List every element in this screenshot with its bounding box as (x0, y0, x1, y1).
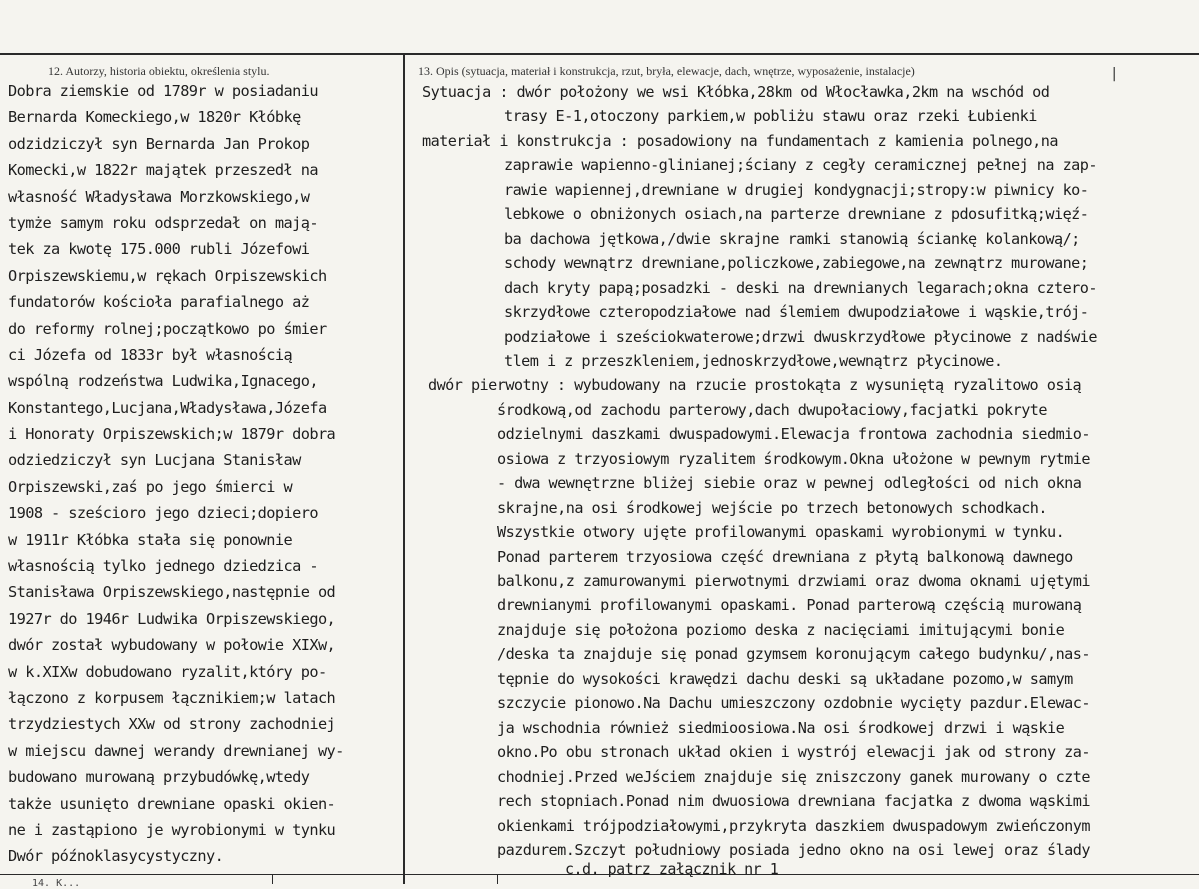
history-line: 1908 - sześcioro jego dzieci;dopiero (8, 504, 318, 523)
history-line: odzidziczył syn Bernarda Jan Prokop (8, 134, 310, 153)
history-text-block (8, 78, 403, 870)
description-line: okienkami trójpodziałowymi,przykryta daszkiem dwuspadowym zwieńczonym (497, 816, 1090, 835)
section-12-heading: 12. Autorzy, historia obiektu, określenia stylu. (48, 64, 270, 78)
description-line: balkonu,z zamurowanymi pierwotnymi drzwiami oraz dwoma oknami ujętymi (497, 572, 1090, 590)
history-line: własnością tylko jednego dziedzica - (8, 557, 318, 576)
history-line: także usunięto drewniane opaski okien- (8, 794, 336, 813)
description-line: - dwa wewnętrzne bliżej siebie oraz w pewnej odległości od nich okna (497, 474, 1082, 493)
history-line: odziedziczył syn Lucjana Stanisław (8, 451, 301, 470)
description-line: Sytuacja : dwór położony we wsi Kłóbka,28km od Włocławka,2km na wschód od (422, 83, 1050, 101)
description-line: ja wschodnia również siedmioosiowa.Na osi środkowej drzwi i wąskie (497, 718, 1065, 737)
description-line: dach kryty papą;posadzki - deski na drewnianych legarach;okna cztero- (504, 278, 1097, 297)
history-line: Bernarda Komeckiego,w 1820r Kłóbkę (8, 108, 301, 127)
description-line: środkową,od zachodu parterowy,dach dwupołaciowy,facjatki pokryte (497, 400, 1047, 419)
description-line: Wszystkie otwory ujęte profilowanymi opaskami wyrobionymi w tynku. (497, 523, 1065, 542)
history-line: i Honoraty Orpiszewskich;w 1879r dobra (8, 425, 336, 444)
description-line: materiał i konstrukcja : posadowiony na fundamentach z kamienia polnego,na (422, 131, 1058, 150)
history-line: tymże samym roku odsprzedał on mają- (8, 213, 318, 232)
history-line: w k.XIXw dobudowano ryzalit,który po- (8, 662, 327, 681)
history-line: ci Józefa od 1833r był własnością (8, 345, 293, 364)
history-line: Komecki,w 1822r majątek przeszedł na (8, 161, 318, 180)
history-line: Stanisława Orpiszewskiego,następnie od (8, 583, 336, 602)
description-line: zaprawie wapienno-glinianej;ściany z cegły ceramicznej pełnej na zap- (504, 156, 1097, 175)
history-line: Dobra ziemskie od 1789r w posiadaniu (8, 82, 318, 100)
description-line: /deska ta znajduje się ponad gzymsem koronującym całego budynku/,nas- (497, 645, 1090, 664)
history-line: dwór został wybudowany w połowie XIXw, (8, 636, 336, 655)
description-line: podziałowe i sześciokwaterowe;drzwi dwuskrzydłowe płycinowe z nadświe (504, 327, 1097, 346)
history-line: Orpiszewski,zaś po jego śmierci w (8, 477, 293, 496)
column-divider (403, 53, 405, 884)
description-line: okno.Po obu stronach układ okien i wystrój elewacji jak od strony za- (497, 743, 1090, 762)
history-line: własność Władysława Morzkowskiego,w (8, 187, 310, 206)
history-line: budowano murowaną przybudówkę,wtedy (8, 768, 310, 787)
description-line: drewnianymi profilowanymi opaskami. Ponad parterową częścią murowaną (497, 596, 1082, 615)
history-line: do reformy rolnej;początkowo po śmier (8, 319, 327, 338)
history-line: wspólną rodzeństwa Ludwika,Ignacego, (8, 372, 318, 391)
history-line: Orpiszewskiemu,w rękach Orpiszewskich (8, 266, 327, 285)
history-line: tek za kwotę 175.000 rubli Józefowi (8, 240, 310, 259)
description-line: rawie wapiennej,drewniane w drugiej kondygnacji;stropy:w piwnicy ko- (504, 180, 1089, 199)
description-line: skrzydłowe czteropodziałowe nad ślemiem dwupodziałowe i wąskie,trój- (504, 303, 1089, 322)
description-line: odzielnymi daszkami dwuspadowymi.Elewacja frontowa zachodnia siedmio- (497, 425, 1090, 444)
history-line: ne i zastąpiono je wyrobionymi w tynku (8, 820, 336, 839)
history-line: w miejscu dawnej werandy drewnianej wy- (8, 741, 344, 760)
history-line: Konstantego,Lucjana,Władysława,Józefa (8, 398, 327, 417)
description-line: dwór pierwotny : wybudowany na rzucie prostokąta z wysuniętą ryzalitowo osią (428, 376, 1082, 395)
description-line: trasy E-1,otoczony parkiem,w pobliżu stawu oraz rzeki Łubienki (504, 107, 1037, 126)
description-line: Ponad parterem trzyosiowa część drewniana z płytą balkonową dawnego (497, 547, 1073, 566)
description-line: lebkowe o obniżonych osiach,na parterze drewniane z pdosufitką;więź- (504, 205, 1089, 224)
section-14-heading-stub: 14. K... (32, 878, 81, 889)
history-line: łączono z korpusem łącznikiem;w latach (8, 688, 336, 707)
margin-mark: | (1110, 66, 1119, 82)
description-line: osiowa z trzyosiowym ryzalitem środkowym.Okna ułożone w pewnym rytmie (497, 449, 1090, 468)
history-line: Dwór późnoklasycystyczny. (8, 847, 224, 866)
description-line: skrajne,na osi środkowej wejście po trzech betonowych schodkach. (497, 498, 1047, 517)
section-13-heading: 13. Opis (sytuacja, materiał i konstrukcja, rzut, bryła, elewacje, dach, wnętrze, wyposażenie, instalacje) (418, 64, 915, 78)
history-line: trzydziestych XXw od strony zachodniej (8, 715, 336, 734)
continuation-note: c.d. patrz załącznik nr 1 (565, 860, 779, 878)
description-line: tlem i z przeszkleniem,jednoskrzydłowe,wewnątrz płycinowe. (504, 351, 1003, 370)
description-line: znajduje się położona poziomo deska z nacięciami imitującymi bonie (497, 620, 1065, 639)
description-line: tępnie do wysokości krawędzi dachu deski są układane pozomo,w samym (497, 669, 1073, 688)
history-line: fundatorów kościoła parafialnego aż (8, 293, 310, 312)
bottom-cell-divider-2 (497, 875, 498, 884)
history-line: w 1911r Kłóbka stała się ponownie (8, 530, 293, 549)
description-line: schody wewnątrz drewniane,policzkowe,zabiegowe,na zewnątrz murowane; (504, 254, 1089, 273)
description-line: chodniej.Przed weJściem znajduje się zniszczony ganek murowany o czte (497, 767, 1090, 786)
description-line: szczycie pionowo.Na Dachu umieszczony ozdobnie wycięty pazdur.Elewac- (497, 694, 1090, 713)
bottom-cell-divider-1 (272, 875, 273, 884)
history-line: 1927r do 1946r Ludwika Orpiszewskiego, (8, 609, 336, 628)
description-line: ba dachowa jętkowa,/dwie skrajne ramki stanowią ściankę kolankową/; (504, 229, 1080, 248)
description-line: pazdurem.Szczyt południowy posiada jedno okno na osi lewej oraz ślady (497, 840, 1090, 859)
top-rule (0, 53, 1199, 55)
description-line: rech stopniach.Ponad nim dwuosiowa drewniana facjatka z dwoma wąskimi (497, 792, 1090, 811)
